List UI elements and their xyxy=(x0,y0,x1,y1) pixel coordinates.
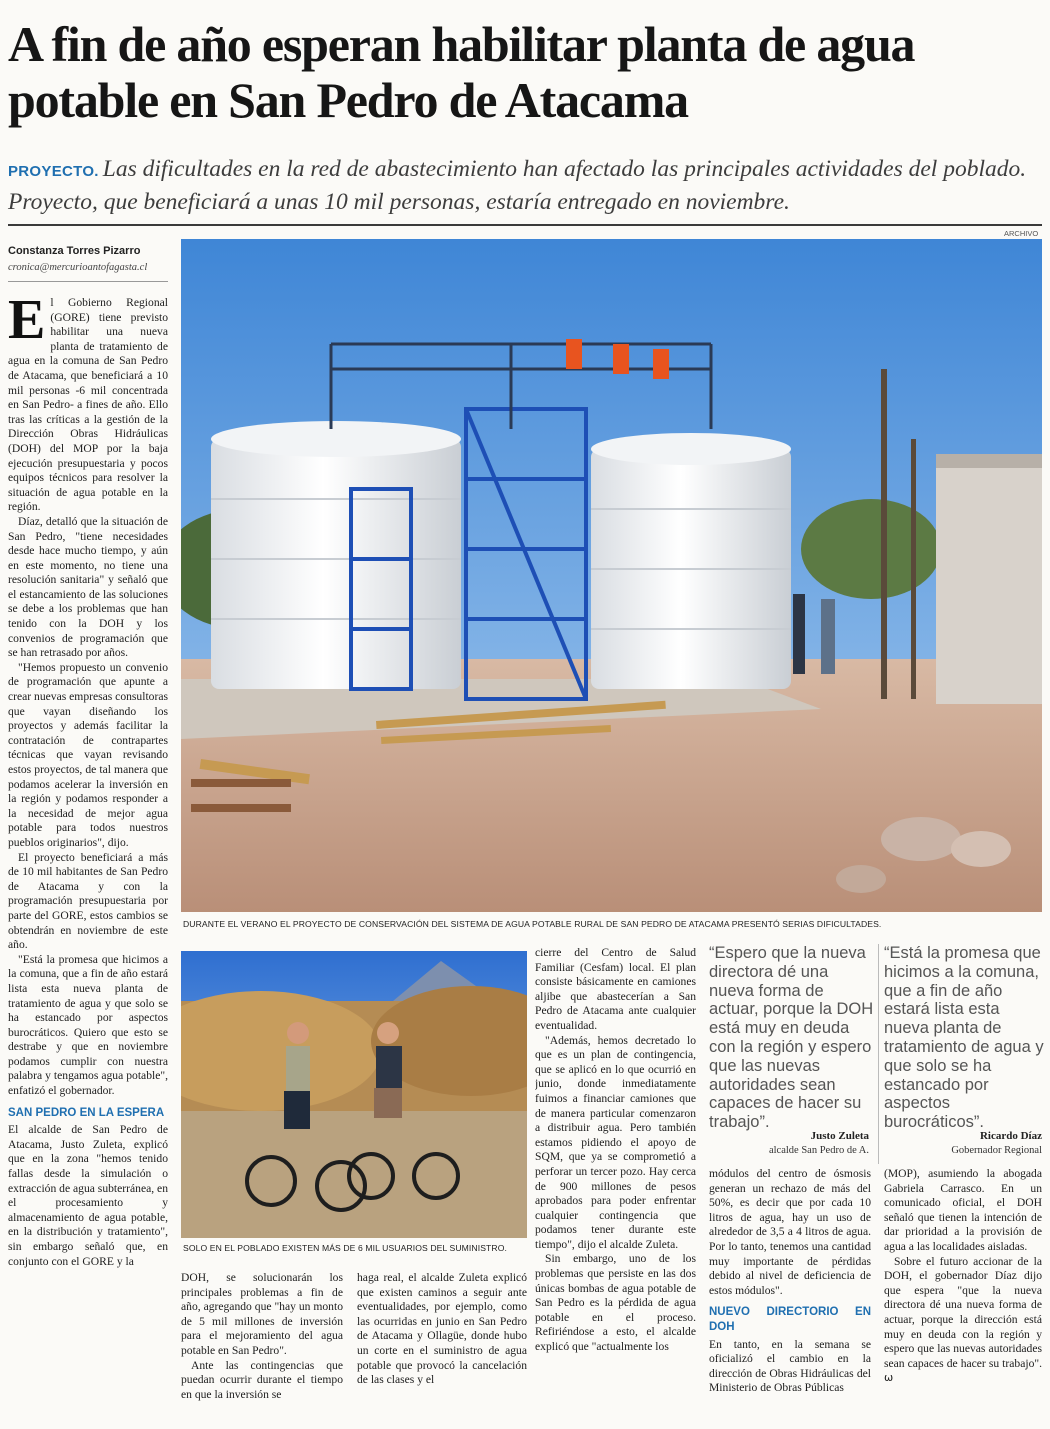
paragraph: Ante las contingencias que puedan ocurrir durante el tiempo en que la inversión se xyxy=(181,1358,343,1401)
deck-kicker: PROYECTO. xyxy=(8,163,99,180)
subhead-nuevo-directorio: NUEVO DIRECTORIO EN DOH xyxy=(709,1306,871,1333)
dropcap: E xyxy=(8,296,46,351)
article-column-5 xyxy=(709,1167,871,1423)
article-column-6 xyxy=(884,1167,1042,1423)
pull-quote-zuleta: “Espero que la nueva directora dé una nueva forma de actuar, porque la DOH está muy en deuda con la región y espero que las nuevas autoridades sean capaces de hacer su trabajo”. xyxy=(709,944,874,1132)
deck xyxy=(8,154,1042,217)
article-column-3 xyxy=(357,1271,527,1423)
header-rule xyxy=(8,224,1042,226)
paragraph: módulos del centro de ósmosis generan un rechazo de más del 50%, es decir que por cada 10 litros de agua, hay un uso de alrededor de 3,5 a 4 litros de agua. Por lo tanto, tenemos una cantidad muy importante de pérdidas debido al nivel de deficiencia de estos módulos". xyxy=(709,1167,871,1297)
quote-author-zuleta: Justo Zuleta xyxy=(810,1130,869,1142)
article-column-1 xyxy=(8,296,168,1423)
cyclists-illustration xyxy=(181,951,527,1238)
end-mark: ω xyxy=(884,1371,894,1385)
bike-photo xyxy=(181,951,527,1238)
bike-photo-caption: SOLO EN EL POBLADO EXISTEN MÁS DE 6 MIL USUARIOS DEL SUMINISTRO. xyxy=(183,1243,507,1253)
headline: A fin de año esperan habilitar planta de agua potable en San Pedro de Atacama xyxy=(8,16,915,128)
quote-role-zuleta: alcalde San Pedro de A. xyxy=(768,1145,869,1156)
paragraph: haga real, el alcalde Zuleta explicó que existen caminos a seguir ante eventualidades, por ejemplo, como las ocurridas en junio en San Pedro de Atacama y Ollagüe, donde hubo un corte en el suministro de agua potable que provocó la cancelación de las clases y el xyxy=(357,1271,527,1387)
subhead-san-pedro: SAN PEDRO EN LA ESPERA xyxy=(8,1106,165,1119)
deck-text: Las dificultades en la red de abastecimiento han afectado las principales actividades del poblado. Proyecto, que beneficiará a unas 10 mil personas, estaría entregado en noviembre. xyxy=(8,156,1027,215)
quote-role-diaz: Gobernador Regional xyxy=(951,1145,1042,1156)
paragraph: Sin embargo, uno de los problemas que persiste en las dos únicas bombas de agua potable de San Pedro es la pérdida de agua potable en el proceso. Refiriéndose a esto, el alcalde explicó que "actualmente los xyxy=(535,1252,696,1354)
byline-email: cronica@mercurioantofagasta.cl xyxy=(8,262,148,273)
paragraph: (MOP), asumiendo la abogada Gabriela Carrasco. En un comunicado oficial, el DOH señaló que tienen la intención de dar prioridad a la provisión de agua a las localidades aisladas. xyxy=(884,1167,1042,1253)
column-divider xyxy=(878,944,879,1164)
paragraph: "Está la promesa que hicimos a la comuna, que a fin de año estará lista esta nueva planta de tratamiento de agua y que solo se ha estancado por aspectos burocráticos. Quiero que esto se destrabe y que en noviembre podamos cumplir con nuestra palabra y tengamos agua potable", enfatizó el gobernador. xyxy=(8,952,168,1098)
paragraph: cierre del Centro de Salud Familiar (Cesfam) local. El plan consiste básicamente en camiones aljibe que abastecerían a San Pedro de Atacama ante cualquier eventualidad. xyxy=(535,946,696,1032)
paragraph: Sobre el futuro accionar de la DOH, el gobernador Díaz dijo que espera "que la nueva directora dé una nueva forma de actuar, porque la dirección está muy en deuda con la región y espero que las nuevas autoridades sean capaces de hacer su trabajo". ω xyxy=(884,1254,1042,1385)
quote-author-diaz: Ricardo Díaz xyxy=(979,1130,1042,1142)
paragraph: "Además, hemos decretado lo que es un plan de contingencia, que se aplicó en lo que ocurrió en junio, donde inmediatamente fuimos a financiar camiones que de manera particular comenzaron a distribuir agua. Pero también estamos pidiendo el apoyo de SQM, que ya se comprometió a perforar un tercer pozo. Hay cerca de 900 millones de pesos aprobados para poder enfrentar cualquier contingencia que podamos tener durante este tiempo", dijo el alcalde Zuleta. xyxy=(535,1033,696,1251)
main-photo-water-tanks xyxy=(181,239,1042,912)
paragraph: El Gobierno Regional (GORE) tiene previsto habilitar una nueva planta de tratamiento de agua en la comuna de San Pedro de Atacama, que beneficiará a 10 mil personas -6 mil concentrada en San Pedro- a fines de año. Ello tras las críticas a la gestión de la Dirección Obras Hidráulicas (DOH) del MOP por la baja ejecución presupuestaria y pocos equipos técnicos para resolver la situación de agua potable en la región. xyxy=(8,296,168,514)
article-column-4 xyxy=(535,946,696,1423)
paragraph: El proyecto beneficiará a más de 10 mil habitantes de San Pedro de Atacama y con la programación presupuestaria por parte del GORE, estos cambios se obtendrán en noviembre de este año. xyxy=(8,850,168,952)
water-tanks-illustration xyxy=(181,239,1042,912)
paragraph: "Hemos propuesto un convenio de programación que apunte a crear nuevas empresas consultoras que vayan diseñando los proyectos y además facilitar la contratación de contrapartes técnicas que vayan revisando estos proyectos, de tal manera que podamos acelerar la inversión en la región y podamos responder a la necesidad de mejor agua potable para todos nuestros pueblos originarios", dijo. xyxy=(8,660,168,849)
photo-credit: ARCHIVO xyxy=(1004,229,1039,238)
main-photo-caption: DURANTE EL VERANO EL PROYECTO DE CONSERVACIÓN DEL SISTEMA DE AGUA POTABLE RURAL DE SAN PEDRO DE ATACAMA PRESENTÓ SERIAS DIFICULTADES. xyxy=(183,919,882,929)
paragraph: Díaz, detalló que la situación de San Pedro, "tiene necesidades desde hace mucho tiempo, y aún en este momento, no tiene una resolución sanitaria" y señaló que el estancamiento de las soluciones se debe a los problemas que han tenido con la DOH y los convenios de programación que se han retrasado por años. xyxy=(8,514,168,660)
byline-author: Constanza Torres Pizarro xyxy=(8,245,141,257)
article-column-2 xyxy=(181,1271,343,1423)
byline-rule xyxy=(8,281,168,282)
paragraph: El alcalde de San Pedro de Atacama, Justo Zuleta, explicó que en la zona "hemos tenido fallas desde la simulación o extracción de agua subterránea, en el procesamiento y almacenamiento de agua potable, en la distribución y tratamiento", sin embargo señaló que, en conjunto con el GORE y la xyxy=(8,1123,168,1268)
paragraph: DOH, se solucionarán los principales problemas a fin de año, agregando que "hay un monto de 5 mil millones de inversión para el mejoramiento del agua potable en San Pedro". xyxy=(181,1271,343,1357)
pull-quote-diaz: “Está la promesa que hicimos a la comuna, que a fin de año estará lista esta nueva planta de tratamiento de agua y que solo se ha estancado por aspectos burocráticos”. xyxy=(884,944,1044,1132)
paragraph: En tanto, en la semana se oficializó el cambio en la dirección de Obras Hidráulicas del Ministerio de Obras Públicas xyxy=(709,1337,871,1395)
